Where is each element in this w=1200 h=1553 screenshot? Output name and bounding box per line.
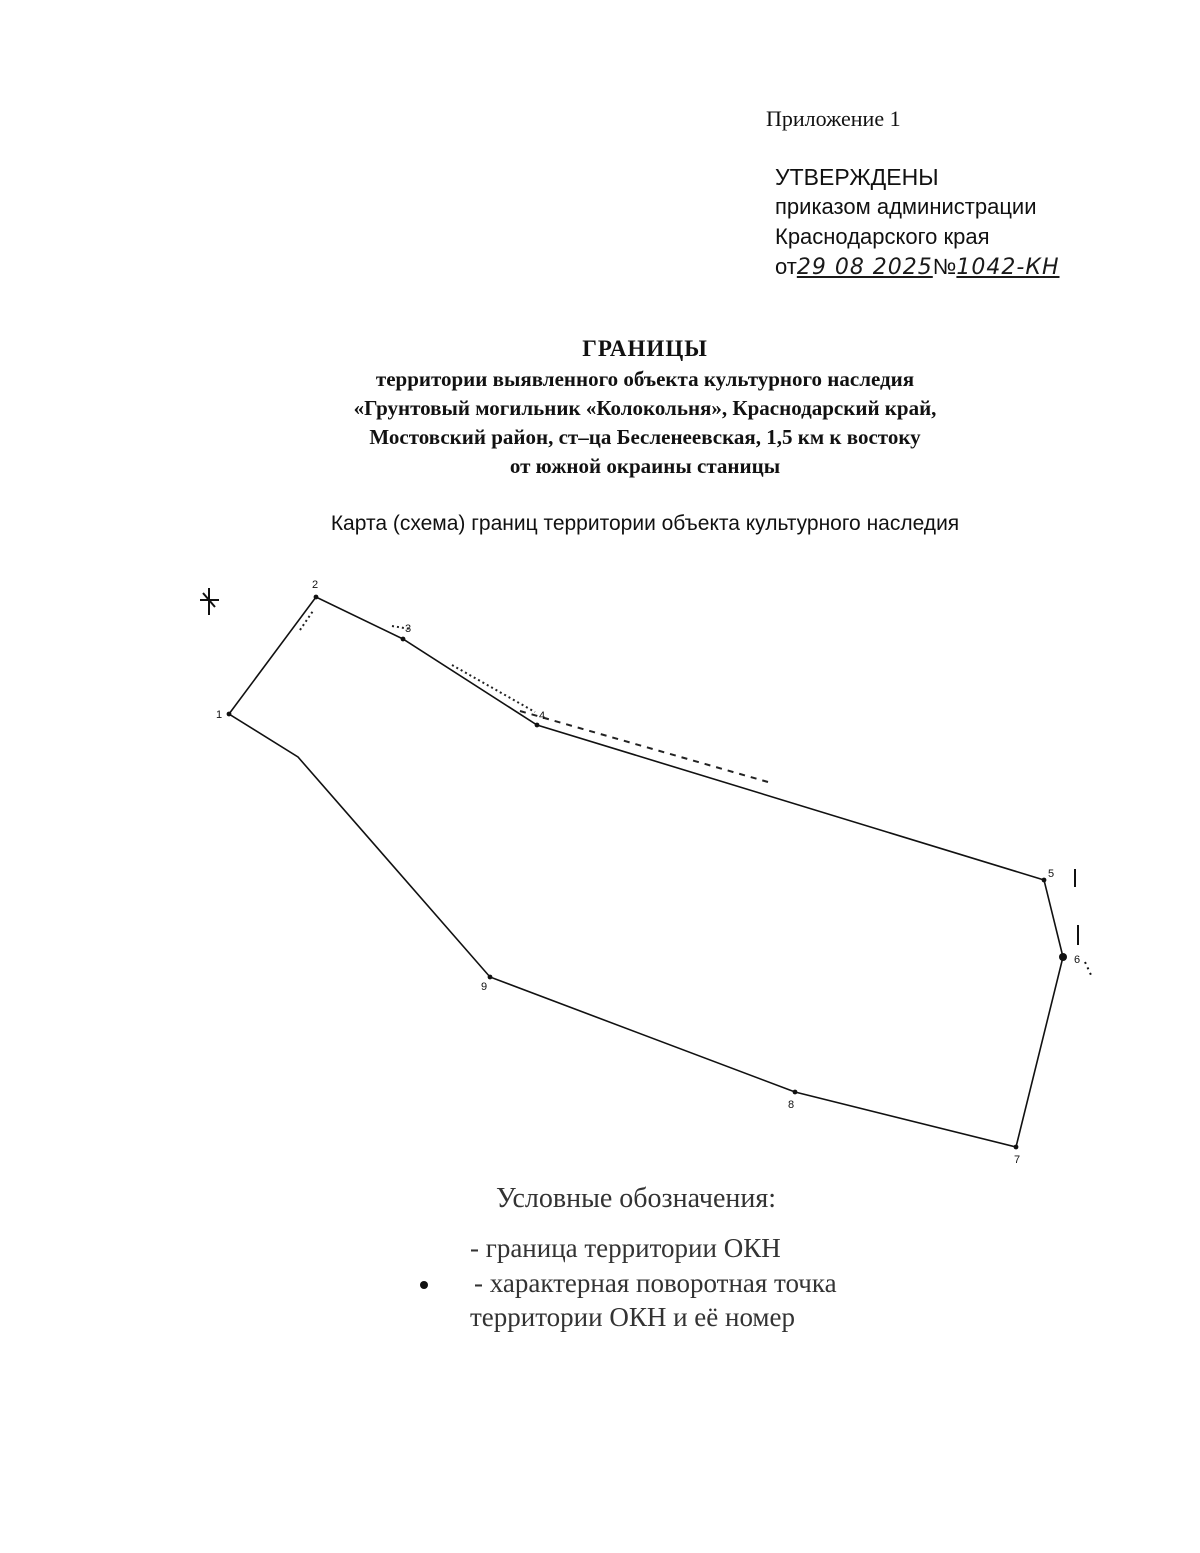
handwritten-date: 29 08 2025 [796, 255, 933, 280]
boundary-point-label-4: 4 [539, 710, 546, 722]
document-title-block [0, 334, 1200, 481]
boundary-point-label-2: 2 [312, 579, 319, 591]
approval-block [775, 162, 1060, 283]
boundary-point-label-8: 8 [788, 1099, 795, 1111]
map-caption: Карта (схема) границ территории объекта культурного наследия [330, 512, 960, 535]
boundary-point-label-1: 1 [216, 709, 223, 721]
approved-heading: УТВЕРЖДЕНЫ [775, 164, 939, 190]
auxiliary-dashed-lines [300, 611, 768, 782]
boundary-point-label-5: 5 [1048, 868, 1055, 880]
boundary-point-4 [535, 723, 540, 728]
boundary-point-6 [1059, 953, 1067, 961]
boundary-point-label-6: 6 [1074, 954, 1081, 966]
order-line-2: Краснодарского края [775, 224, 990, 249]
boundary-point-7 [1014, 1145, 1019, 1150]
date-prefix: от [775, 254, 797, 279]
legend-point-text-2: территории ОКН и её номер [470, 1302, 796, 1332]
order-line-1: приказом администрации [775, 194, 1037, 219]
boundary-point-5 [1042, 878, 1047, 883]
title-line-1: территории выявленного объекта культурного наследия [375, 367, 915, 391]
title-line-2: «Грунтовый могильник «Колокольня», Краснодарский край, [353, 396, 937, 420]
legend-point-text-1: - характерная поворотная точка [474, 1268, 837, 1298]
boundary-point-9 [488, 975, 493, 980]
legend-boundary-text: - граница территории ОКН [470, 1233, 781, 1263]
title-line-3: Мостовский район, ст–ца Бесленеевская, 1,5 км к востоку [369, 425, 921, 449]
boundary-map [0, 560, 1200, 1180]
boundary-point-label-7: 7 [1014, 1154, 1021, 1166]
okn-boundary-polygon [229, 597, 1063, 1147]
boundary-point-1 [227, 712, 232, 717]
number-sign: № [932, 254, 957, 279]
order-date-line [775, 252, 1060, 283]
legend-title: Условные обозначения: [496, 1183, 777, 1214]
title-line-4: от южной окраины станицы [509, 454, 781, 478]
boundary-point-label-9: 9 [481, 981, 488, 993]
appendix-label: Приложение 1 [766, 106, 901, 131]
document-title: ГРАНИЦЫ [582, 336, 708, 361]
north-arrow-icon [200, 588, 219, 615]
boundary-point-2 [314, 595, 319, 600]
boundary-point-8 [793, 1090, 798, 1095]
legend-point-icon [420, 1281, 428, 1289]
boundary-point-label-3: 3 [405, 623, 412, 635]
handwritten-number: 1042-КН [956, 255, 1060, 280]
boundary-points [216, 579, 1080, 1166]
boundary-point-3 [401, 637, 406, 642]
